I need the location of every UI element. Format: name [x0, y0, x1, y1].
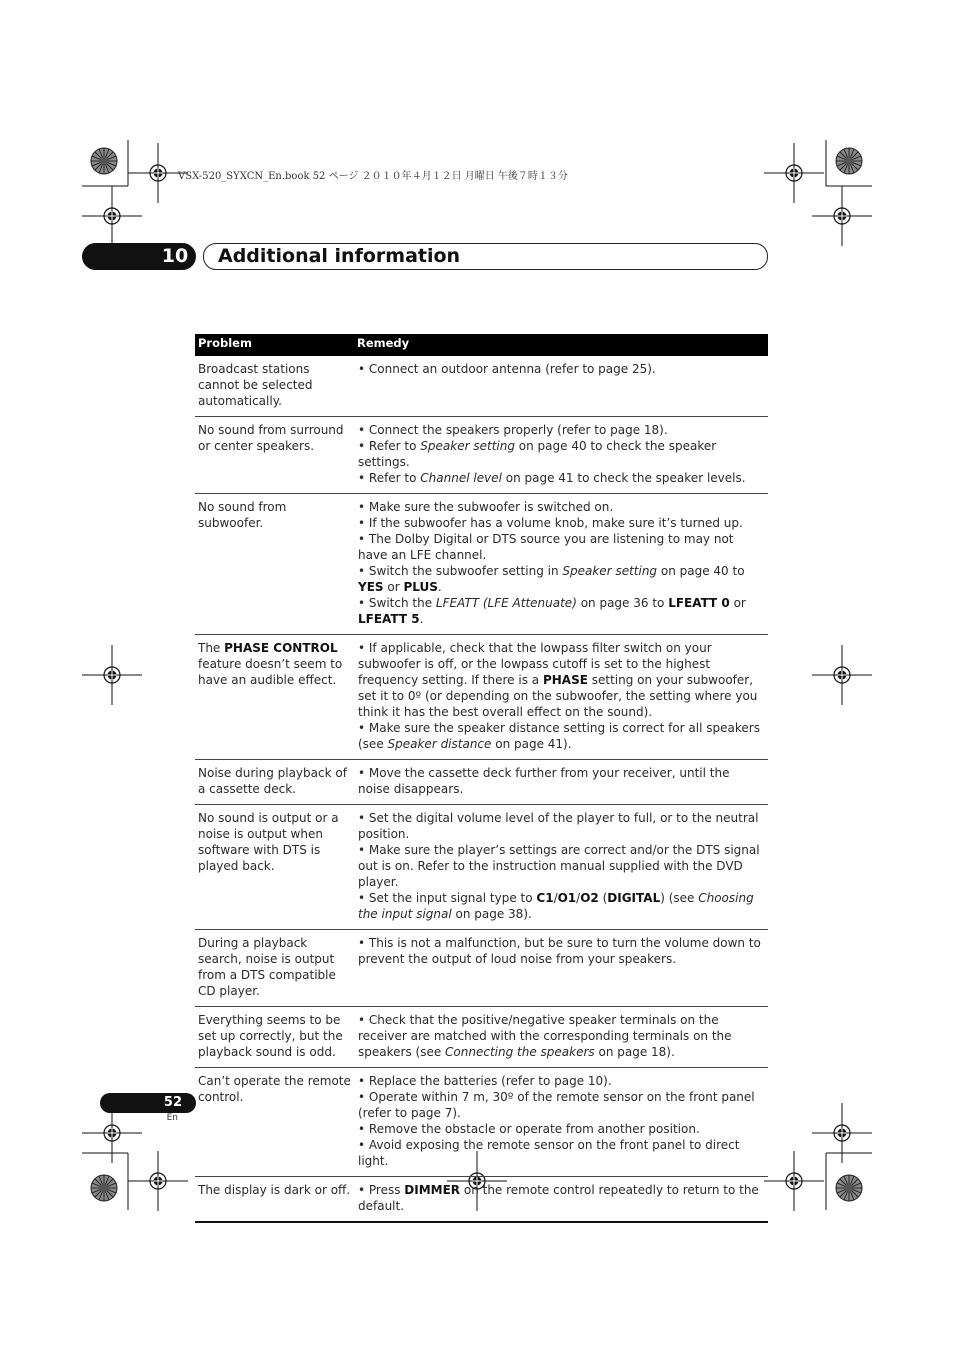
- remedy-text: setting on your subwoofer, set it to 0º (or depending on the subwoofer, the setting where you think it has the best overall effect on the sound).: [358, 673, 758, 719]
- registration-target: [764, 1151, 824, 1211]
- remedy-text: on page 41 to check the speaker levels.: [501, 471, 746, 485]
- table-header: [195, 334, 768, 356]
- problem-text: Can’t operate the remote control.: [198, 1074, 351, 1104]
- problem-text: PHASE CONTROL: [224, 641, 338, 655]
- remedy-text: Choosing the input signal: [358, 891, 754, 921]
- remedy-text: • Refer to: [358, 439, 421, 453]
- remedy-text: • Avoid exposing the remote sensor on the front panel to direct light.: [358, 1138, 740, 1168]
- remedy-cell: [355, 1068, 768, 1176]
- problem-cell: [195, 805, 355, 929]
- remedy-text: LFEATT 5: [358, 612, 420, 626]
- remedy-text: Speaker distance: [387, 737, 492, 751]
- remedy-cell: [355, 1007, 768, 1067]
- remedy-text: • Switch the subwoofer setting in: [358, 564, 563, 578]
- remedy-item: [358, 563, 764, 595]
- remedy-text: DIGITAL: [607, 891, 661, 905]
- registration-sunburst-bottom-right: [836, 1175, 862, 1201]
- problem-cell: [195, 417, 355, 493]
- remedy-text: • The Dolby Digital or DTS source you are listening to may not have an LFE channel.: [358, 532, 734, 562]
- remedy-item: [358, 1121, 764, 1137]
- problem-text: No sound from surround or center speakers.: [198, 423, 344, 453]
- remedy-item: [358, 842, 764, 890]
- remedy-text: LFEATT 0: [668, 596, 730, 610]
- remedy-text: .: [419, 612, 424, 626]
- table-row: [195, 417, 768, 494]
- remedy-text: • Refer to: [358, 471, 421, 485]
- table-row: [195, 494, 768, 635]
- remedy-cell: [355, 635, 768, 759]
- problem-cell: [195, 1177, 355, 1221]
- remedy-text: C1: [536, 891, 554, 905]
- remedy-item: [358, 640, 764, 720]
- problem-text: Noise during playback of a cassette deck.: [198, 766, 347, 796]
- remedy-text: DIMMER: [404, 1183, 461, 1197]
- problem-text: The display is dark or off.: [198, 1183, 351, 1197]
- remedy-text: • Make sure the subwoofer is switched on.: [358, 500, 614, 514]
- registration-target: [812, 186, 872, 246]
- remedy-cell: [355, 760, 768, 804]
- remedy-text: (: [598, 891, 608, 905]
- remedy-item: [358, 499, 764, 515]
- remedy-text: on page 40 to check the speaker settings.: [358, 439, 717, 469]
- problem-text: Broadcast stations cannot be selected automatically.: [198, 362, 313, 408]
- problem-cell: [195, 1007, 355, 1067]
- registration-sunburst-bottom-left: [91, 1175, 117, 1201]
- registration-target: [82, 186, 142, 246]
- remedy-text: /: [553, 891, 558, 905]
- table-row: [195, 635, 768, 760]
- page-number: 52: [163, 1095, 182, 1110]
- registration-sunburst-top-right: [836, 148, 862, 174]
- remedy-text: O2: [580, 891, 599, 905]
- remedy-cell: [355, 417, 768, 493]
- remedy-text: • If applicable, check that the lowpass filter switch on your subwoofer is off, or the lowpass cutoff is set to the highest frequency setting. If there is a: [358, 641, 712, 687]
- remedy-text: LFEATT (LFE Attenuate): [435, 596, 577, 610]
- registration-target: [764, 143, 824, 203]
- registration-sunburst-top-left: [91, 148, 117, 174]
- remedy-text: on page 41).: [491, 737, 572, 751]
- problem-cell: [195, 930, 355, 1006]
- remedy-item: [358, 1073, 764, 1089]
- remedy-text: • Set the digital volume level of the player to full, or to the neutral position.: [358, 811, 759, 841]
- table-row: [195, 1177, 768, 1221]
- remedy-text: PHASE: [542, 673, 588, 687]
- problem-text: feature doesn’t seem to have an audible effect.: [198, 657, 343, 687]
- remedy-item: [358, 810, 764, 842]
- remedy-cell: [355, 494, 768, 634]
- table-row: [195, 1068, 768, 1177]
- remedy-text: • If the subwoofer has a volume knob, make sure it’s turned up.: [358, 516, 743, 530]
- remedy-cell: [355, 930, 768, 1006]
- registration-target: [128, 1151, 188, 1211]
- problem-text: No sound is output or a noise is output when software with DTS is played back.: [198, 811, 339, 873]
- remedy-text: on page 40 to: [657, 564, 745, 578]
- remedy-item: [358, 765, 764, 797]
- remedy-text: • Set the input signal type to: [358, 891, 537, 905]
- problem-cell: [195, 356, 355, 416]
- remedy-text: • Move the cassette deck further from your receiver, until the noise disappears.: [358, 766, 730, 796]
- remedy-text: or: [729, 596, 746, 610]
- chapter-title: Additional information: [218, 245, 461, 267]
- remedy-text: on page 18).: [594, 1045, 675, 1059]
- problem-cell: [195, 1068, 355, 1176]
- remedy-text: YES: [358, 580, 384, 594]
- remedy-item: [358, 470, 764, 486]
- remedy-text: on the remote control repeatedly to return to the default.: [358, 1183, 759, 1213]
- remedy-text: or: [383, 580, 404, 594]
- remedy-cell: [355, 805, 768, 929]
- remedy-item: [358, 890, 764, 922]
- registration-target: [812, 645, 872, 705]
- remedy-item: [358, 361, 764, 377]
- remedy-text: Connecting the speakers: [445, 1045, 595, 1059]
- remedy-item: [358, 1089, 764, 1121]
- remedy-cell: [355, 356, 768, 416]
- remedy-text: • Remove the obstacle or operate from another position.: [358, 1122, 700, 1136]
- remedy-item: [358, 1137, 764, 1169]
- table-row: [195, 760, 768, 805]
- registration-target: [812, 1103, 872, 1163]
- print-header: VSX-520_SYXCN_En.book 52 ページ ２０１０年４月１２日 月曜日 午後７時１３分: [178, 171, 568, 182]
- page-language: En: [166, 1113, 178, 1123]
- table-row: [195, 356, 768, 417]
- table-row: [195, 930, 768, 1007]
- remedy-cell: [355, 1177, 768, 1221]
- remedy-text: • Check that the positive/negative speaker terminals on the receiver are matched with the corresponding terminals on the speakers (see: [358, 1013, 732, 1059]
- remedy-text: • Make sure the speaker distance setting is correct for all speakers (see: [358, 721, 760, 751]
- remedy-text: ) (see: [660, 891, 699, 905]
- problem-cell: [195, 760, 355, 804]
- remedy-text: • Connect the speakers properly (refer to page 18).: [358, 423, 668, 437]
- remedy-text: • Replace the batteries (refer to page 10).: [358, 1074, 612, 1088]
- remedy-item: [358, 438, 764, 470]
- table-body: [195, 356, 768, 1221]
- remedy-text: Speaker setting: [562, 564, 658, 578]
- problem-cell: [195, 635, 355, 759]
- table-row: [195, 805, 768, 930]
- remedy-item: [358, 595, 764, 627]
- remedy-text: on page 38).: [451, 907, 532, 921]
- remedy-item: [358, 531, 764, 563]
- remedy-text: • Make sure the player’s settings are correct and/or the DTS signal out is on. Refer to the instruction manual supplied with the DVD player.: [358, 843, 760, 889]
- remedy-item: [358, 935, 764, 967]
- problem-text: During a playback search, noise is output from a DTS compatible CD player.: [198, 936, 336, 998]
- remedy-text: on page 36 to: [576, 596, 669, 610]
- remedy-text: Channel level: [420, 471, 502, 485]
- remedy-text: • Press: [358, 1183, 405, 1197]
- remedy-text: • Operate within 7 m, 30º of the remote sensor on the front panel (refer to page 7).: [358, 1090, 755, 1120]
- remedy-item: [358, 422, 764, 438]
- registration-target: [82, 645, 142, 705]
- remedy-item: [358, 1182, 764, 1214]
- remedy-text: PLUS: [403, 580, 438, 594]
- header-remedy: Remedy: [357, 336, 410, 350]
- chapter-number: 10: [161, 245, 189, 267]
- problem-text: No sound from subwoofer.: [198, 500, 287, 530]
- remedy-text: .: [437, 580, 442, 594]
- table-row: [195, 1007, 768, 1068]
- remedy-text: • This is not a malfunction, but be sure to turn the volume down to prevent the output of loud noise from your speakers.: [358, 936, 761, 966]
- problem-cell: [195, 494, 355, 634]
- remedy-text: • Switch the: [358, 596, 436, 610]
- problem-text: Everything seems to be set up correctly, but the playback sound is odd.: [198, 1013, 343, 1059]
- remedy-item: [358, 720, 764, 752]
- troubleshooting-table: [195, 334, 768, 1223]
- problem-text: The: [198, 641, 225, 655]
- remedy-item: [358, 515, 764, 531]
- remedy-text: /: [576, 891, 581, 905]
- remedy-text: • Connect an outdoor antenna (refer to page 25).: [358, 362, 656, 376]
- remedy-item: [358, 1012, 764, 1060]
- remedy-text: Speaker setting: [420, 439, 515, 453]
- remedy-text: O1: [557, 891, 577, 905]
- header-problem: Problem: [198, 336, 252, 350]
